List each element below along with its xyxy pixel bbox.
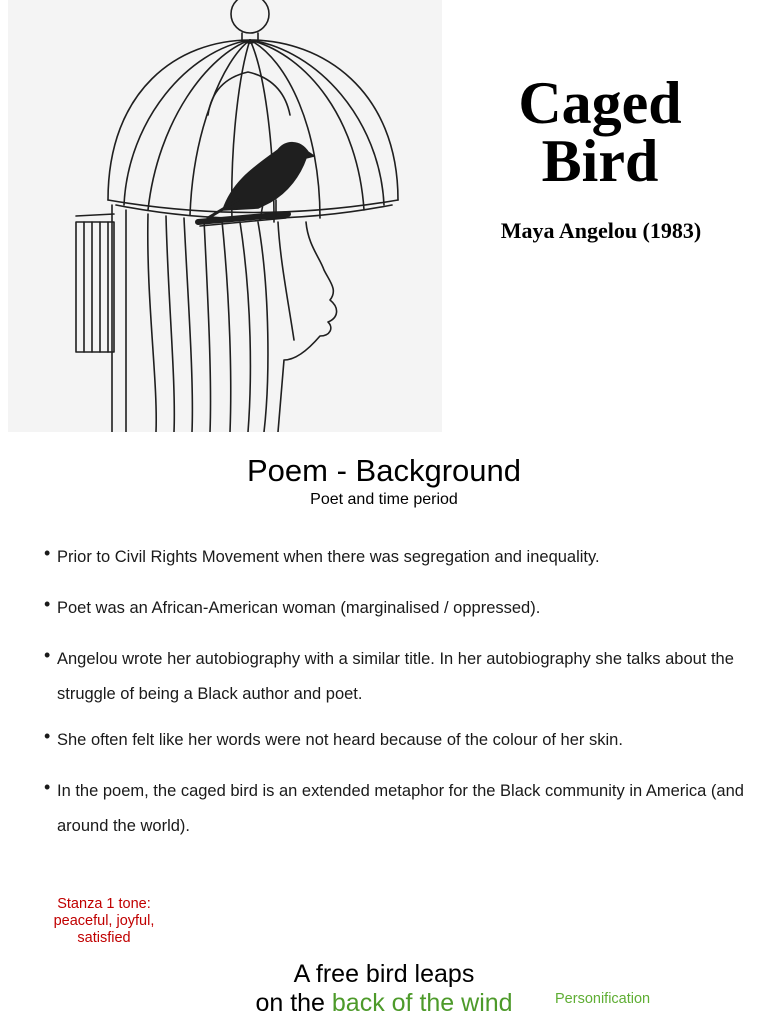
bullet-item: • She often felt like her words were not heard because of the colour of her skin. bbox=[44, 723, 744, 758]
title-line-1: Caged bbox=[518, 70, 682, 136]
slide-subheading: Poet and time period bbox=[310, 491, 458, 508]
title-line-2: Bird bbox=[541, 128, 659, 194]
title-slide bbox=[0, 0, 768, 432]
background-slide bbox=[0, 432, 768, 864]
background-bullet-list bbox=[44, 540, 744, 844]
personified-phrase: back of the wind bbox=[331, 989, 513, 1017]
bullet-item: • Prior to Civil Rights Movement when there was segregation and inequality. bbox=[44, 540, 744, 575]
poem-title bbox=[470, 70, 730, 194]
stanza-slide bbox=[0, 864, 768, 1024]
author-year: Maya Angelou (1983) bbox=[500, 218, 702, 243]
bullet-item: • In the poem, the caged bird is an extended metaphor for the Black community in America (and around the world). bbox=[44, 774, 744, 844]
stanza-tone-label: Stanza 1 tone: peaceful, joyful, satisfied bbox=[53, 896, 155, 946]
bullet-item: • Poet was an African-American woman (marginalised / oppressed). bbox=[44, 591, 744, 626]
caged-bird-illustration bbox=[8, 0, 442, 432]
poem-line-2 bbox=[200, 989, 568, 1018]
bullet-item: • Angelou wrote her autobiography with a similar title. In her autobiography she talks about the struggle of being a Black author and poet. bbox=[44, 642, 744, 712]
personification-annotation: Personification bbox=[555, 991, 651, 1007]
slide-heading: Poem - Background bbox=[247, 453, 521, 488]
poem-line-2-prefix: on the bbox=[255, 989, 332, 1017]
poem-excerpt bbox=[200, 960, 568, 1018]
poem-line-1: A free bird leaps bbox=[293, 960, 475, 988]
